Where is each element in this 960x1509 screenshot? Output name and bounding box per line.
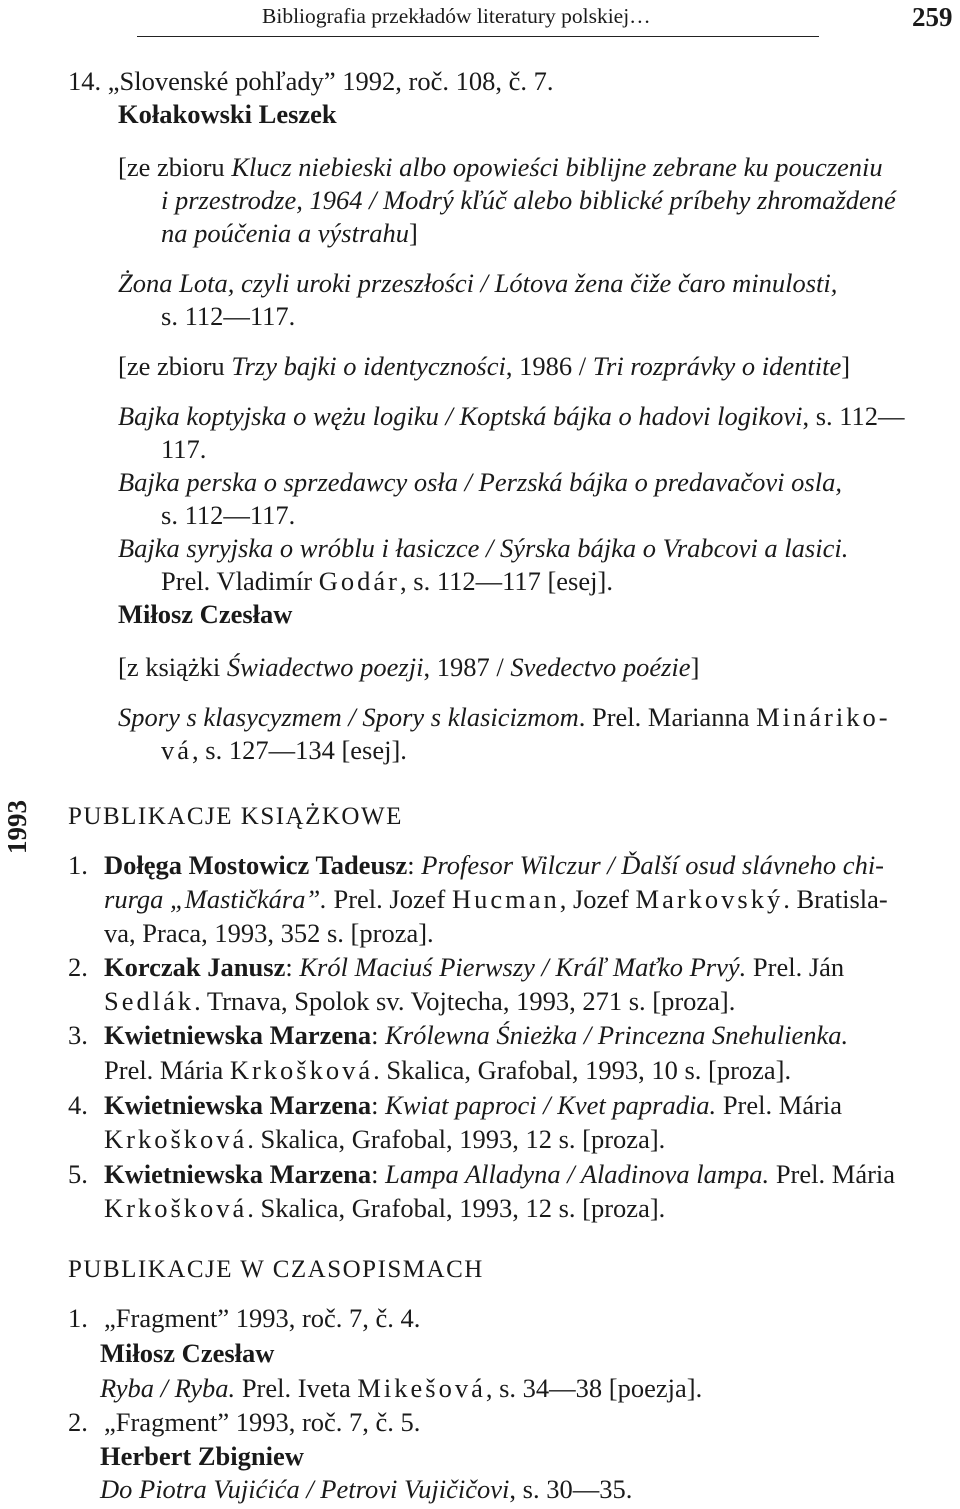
text-span: [z książki (118, 652, 227, 682)
book-entry (104, 1193, 665, 1223)
work-title: Bajka perska o sprzedawcy osła / Perzská bájka o predavačovi osla, (118, 467, 842, 497)
text-span: , 1986 / (505, 351, 593, 381)
item-number: 3. (68, 1020, 88, 1050)
side-year-marker: 1993 (2, 800, 32, 854)
text-span: , 1987 / (423, 652, 511, 682)
title-span: Bajka koptyjska o wężu logiku / Koptská bájka o hadovi logikovi (118, 401, 803, 431)
periodical-entry: „Fragment” 1993, roč. 7, č. 4. (104, 1303, 421, 1333)
text-span: ] (841, 351, 851, 381)
author-name: Miłosz Czesław (118, 599, 293, 629)
page-range: s. 112—117. (161, 301, 296, 331)
section-heading-periodicals: PUBLIKACJE W CZASOPISMACH (68, 1256, 484, 1283)
translator-name: Mikešová (357, 1373, 486, 1403)
translator-line (161, 735, 407, 765)
collection-line (161, 218, 418, 248)
text-span: . Skalica, Grafobal, 1993, 12 s. [proza]. (247, 1124, 666, 1154)
title-span: Ryba / Ryba. (100, 1373, 236, 1403)
header-rule (137, 36, 819, 37)
text-span: Prel. Mária (104, 1055, 230, 1085)
text-span: , s. 34—38 [poezja]. (485, 1373, 703, 1403)
title-span: Świadectwo poezji (226, 652, 424, 682)
collection-line: i przestrodze, 1964 / Modrý kľúč alebo biblické príbehy zhromaždené (161, 185, 896, 215)
page-range: s. 112—117. (161, 500, 296, 530)
author-name: Kwietniewska Marzena (104, 1020, 372, 1050)
item-number: 1. (68, 1303, 88, 1333)
book-entry (104, 850, 884, 880)
item-number: 1. (68, 850, 88, 880)
item-number: 2. (68, 952, 88, 982)
text-span: : (407, 850, 422, 880)
text-span: , s. 127—134 [esej]. (192, 735, 407, 765)
text-span: : (371, 1159, 386, 1189)
text-span: Prel. Mária (769, 1159, 896, 1189)
translator-name: Markovský (635, 884, 784, 914)
collection-line (118, 152, 883, 182)
title-span: Kwiat paproci / Kvet papradia. (385, 1090, 717, 1120)
work-title: Bajka syryjska o wróblu i łasiczce / Sýrska bájka o Vrabcovi a lasici. (118, 533, 849, 563)
text-span: Prel. Vladimír (161, 566, 319, 596)
periodical-entry: „Fragment” 1993, roč. 7, č. 5. (104, 1407, 421, 1437)
text-span: , Jozef (559, 884, 636, 914)
text-span: . Bratisla- (783, 884, 888, 914)
text-span: Prel. Jozef (326, 884, 452, 914)
text-span: : (285, 952, 300, 982)
book-entry: va, Praca, 1993, 352 s. [proza]. (104, 918, 434, 948)
text-span: Prel. Iveta (235, 1373, 358, 1403)
title-span: Lampa Alladyna / Aladinova lampa. (385, 1159, 770, 1189)
text-span: : (371, 1020, 386, 1050)
book-entry (104, 1124, 665, 1154)
title-span: na poúčenia a výstrahu (161, 218, 410, 248)
work-title (100, 1474, 632, 1504)
text-span: , s. 112— (802, 401, 905, 431)
book-entry (104, 1020, 848, 1050)
title-span: Do Piotra Vujićića / Petrovi Vujičičovi (100, 1474, 510, 1504)
text-span: , s. 112—117 [esej]. (400, 566, 613, 596)
running-title: Bibliografia przekładów literatury polskiej… (262, 4, 651, 28)
text-span: [ze zbioru (118, 152, 232, 182)
book-entry (104, 1159, 895, 1189)
work-title: Żona Lota, czyli uroki przeszłości / Lótova žena čiže čaro minulosti, (118, 268, 838, 298)
text-span: . Skalica, Grafobal, 1993, 10 s. [proza]. (373, 1055, 792, 1085)
item-number: 5. (68, 1159, 88, 1189)
title-span: Klucz niebieski albo opowieści biblijne zebrane ku pouczeniu (231, 152, 883, 182)
title-span: Spory s klasycyzmem / Spory s klasicizmom (118, 702, 579, 732)
collection-line (118, 351, 850, 381)
author-name: Kołakowski Leszek (118, 99, 337, 129)
title-span: Tri rozprávky o identite (592, 351, 842, 381)
title-span: Trzy bajki o identyczności (231, 351, 506, 381)
text-span: Prel. Mária (716, 1090, 843, 1120)
page-range: 117. (161, 434, 207, 464)
book-entry (104, 1090, 842, 1120)
page-number: 259 (912, 2, 953, 32)
work-title (118, 702, 891, 732)
translator-name: Krkošková (104, 1124, 248, 1154)
translator-name: Hucman (451, 884, 560, 914)
author-name: Kwietniewska Marzena (104, 1090, 372, 1120)
section-heading-books: PUBLIKACJE KSIĄŻKOWE (68, 803, 403, 830)
text-span: [ze zbioru (118, 351, 232, 381)
text-span: ] (690, 652, 700, 682)
work-title (118, 401, 905, 431)
text-span: Prel. Ján (746, 952, 845, 982)
author-name: Kwietniewska Marzena (104, 1159, 372, 1189)
book-entry (104, 986, 735, 1016)
text-span: . Skalica, Grafobal, 1993, 12 s. [proza]. (247, 1193, 666, 1223)
book-entry (104, 952, 844, 982)
item-number: 2. (68, 1407, 88, 1437)
title-span: Svedectvo poézie (510, 652, 691, 682)
title-span: Królewna Śnieżka / Princezna Snehulienka. (385, 1020, 849, 1050)
author-name: Herbert Zbigniew (100, 1441, 304, 1471)
entry-line: 14. „Slovenské pohľady” 1992, roč. 108, č. 7. (68, 66, 554, 96)
book-entry (104, 884, 888, 914)
translator-name: Mináriko- (756, 702, 891, 732)
text-span: . Trnava, Spolok sv. Vojtecha, 1993, 271 s. [proza]. (194, 986, 736, 1016)
translator-name: Krkošková (229, 1055, 374, 1085)
text-span: ] (409, 218, 418, 248)
book-entry (104, 1055, 791, 1085)
translator-name: Godár (318, 566, 400, 596)
text-span: : (371, 1090, 386, 1120)
text-span: . Prel. Marianna (578, 702, 757, 732)
translator-line (161, 566, 613, 596)
translator-name: vá (161, 735, 193, 765)
collection-line (118, 652, 699, 682)
translator-name: Sedlák (104, 986, 195, 1016)
title-span: rurga „Mastičkára”. (104, 884, 327, 914)
translator-name: Krkošková (104, 1193, 248, 1223)
work-title (100, 1373, 702, 1403)
title-span: Król Maciuś Pierwszy / Kráľ Maťko Prvý. (299, 952, 747, 982)
text-span: , s. 30—35. (509, 1474, 633, 1504)
title-span: Profesor Wilczur / Ďalší osud slávneho chi- (421, 850, 885, 880)
author-name: Miłosz Czesław (100, 1338, 275, 1368)
author-name: Korczak Janusz (104, 952, 286, 982)
item-number: 4. (68, 1090, 88, 1120)
author-name: Dołęga Mostowicz Tadeusz (104, 850, 408, 880)
